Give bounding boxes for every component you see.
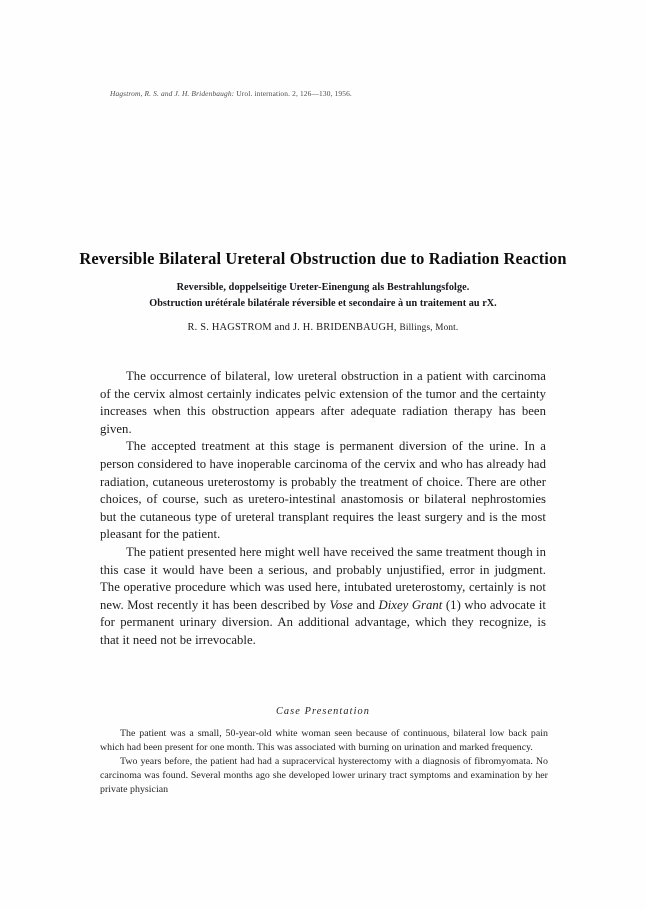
subtitle-german: Reversible, doppelseitige Ureter-Einengung als Bestrahlungsfolge.	[176, 281, 470, 293]
body-paragraph-2: The accepted treatment at this stage is permanent diversion of the urine. In a person considered to have inoperable carcinoma of the cervix and who has already had radiation, cutaneous ureterostomy is probably the treatment of choice. There are other choices, of course, such as uretero-intestinal anastomosis or bilateral nephrostomies but the cutaneous type of ureteral transplant requires the least surgery and is the most pleasant for the patient.	[100, 439, 546, 542]
author-affiliation: Billings, Mont.	[399, 321, 459, 332]
case-paragraph-1: The patient was a small, 50-year-old white woman seen because of continuous, bilateral low back pain which had been present for one month. This was associated with burning on urination and marked frequency.	[100, 728, 548, 754]
paragraph-3-conjunction: and	[352, 597, 379, 612]
case-presentation-text	[100, 727, 548, 797]
running-head	[110, 89, 550, 98]
body-text	[100, 368, 546, 650]
citation-author-vose: Vose	[329, 597, 353, 612]
running-head-citation: Urol. internation. 2, 126—130, 1956.	[236, 89, 352, 98]
paragraph-3-part-2: (1) who advocate it for permanent urinary diversion. An additional advantage, which they recognize, is that it need not be irrevocable.	[100, 597, 546, 647]
body-paragraph-3	[100, 544, 546, 650]
authors-line	[60, 322, 586, 333]
page-title: Reversible Bilateral Ureteral Obstruction due to Radiation Reaction	[79, 249, 567, 268]
paragraph-3-part-1: The patient presented here might well have received the same treatment though in this case it would have been a serious, and probably unjustified, error in judgment. The operative procedure which was used here, intubated ureterostomy, certainly is not new. Most recently it has been described by	[100, 544, 546, 612]
citation-author-grant: Dixey Grant	[378, 597, 443, 612]
running-head-authors: Hagstrom, R. S. and J. H. Bridenbaugh:	[110, 89, 235, 98]
title-block	[60, 248, 586, 333]
author-names: R. S. HAGSTROM and J. H. BRIDENBAUGH,	[187, 321, 397, 333]
body-paragraph-1: The occurrence of bilateral, low ureteral obstruction in a patient with carcinoma of the cervix almost certainly indicates pelvic extension of the tumor and the certainty increases when this obstruction appears after adequate radiation therapy has been given.	[100, 369, 546, 436]
case-paragraph-2: Two years before, the patient had had a supracervical hysterectomy with a diagnosis of fibromyomata. No carcinoma was found. Several months ago she developed lower urinary tract symptoms and examination by her private physician	[100, 756, 548, 796]
section-heading-case-presentation: Case Presentation	[275, 706, 371, 717]
subtitle-french: Obstruction urétérale bilatérale réversible et secondaire à un traitement au rX.	[149, 297, 497, 309]
